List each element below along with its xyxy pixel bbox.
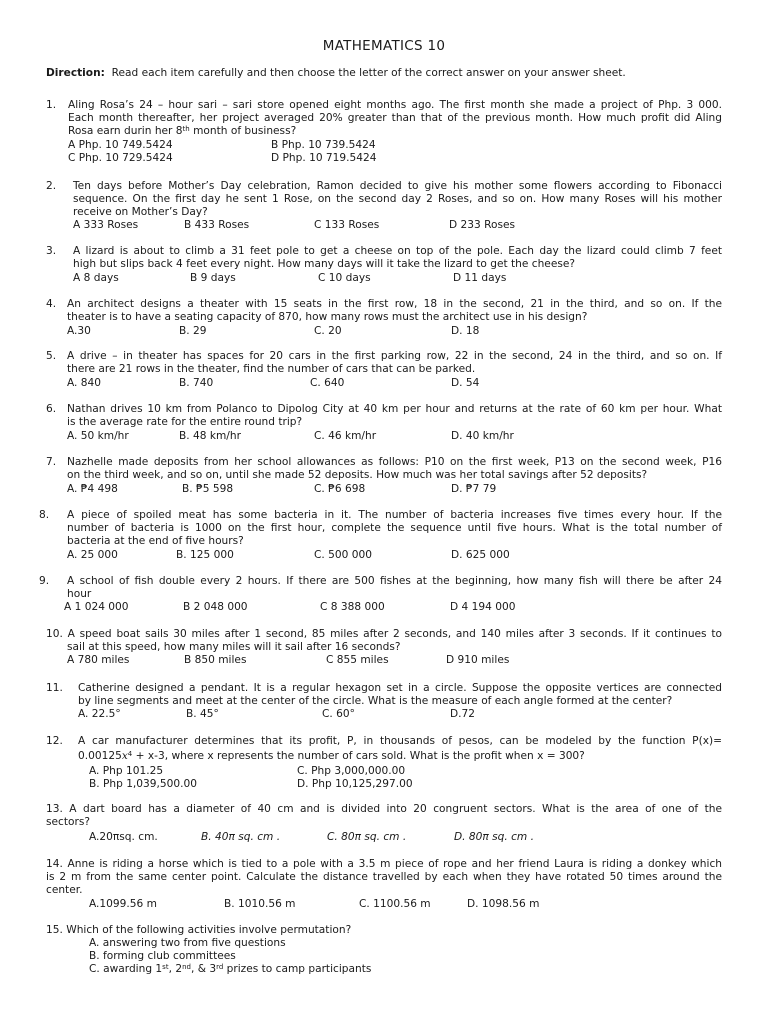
- option-b: B. 740: [179, 377, 214, 389]
- question-text: is the average rate for the entire round trip?: [67, 416, 303, 428]
- option-a: A.20πsq. cm.: [89, 831, 158, 843]
- question-text: receive on Mother’s Day?: [73, 206, 208, 218]
- option-c: C Php. 10 729.5424: [68, 152, 173, 164]
- question-text: bacteria at the end of five hours?: [67, 535, 244, 547]
- option-b: B. 45°: [186, 708, 219, 720]
- question-number: 2.: [46, 180, 57, 192]
- option-c: C. ₱6 698: [314, 483, 366, 495]
- option-d: D 910 miles: [446, 654, 510, 666]
- option-c: C. 80π sq. cm .: [327, 831, 407, 843]
- question-text: number of bacteria is 1000 on the first hour, complete the sequence until five hours. What is the total number of: [67, 522, 722, 534]
- option-b: B. 48 km/hr: [179, 430, 241, 442]
- option-a: A. answering two from five questions: [89, 937, 286, 949]
- page-title: MATHEMATICS 10: [322, 38, 446, 54]
- question-number: 4.: [46, 298, 57, 310]
- option-d: D Php. 10 719.5424: [271, 152, 377, 164]
- question-text: sequence. On the first day he sent 1 Rose, on the second day 2 Roses, and so on. How many Roses will his mother: [73, 193, 722, 205]
- option-c: C. 46 km/hr: [314, 430, 377, 442]
- option-d: D. Php 10,125,297.00: [297, 778, 413, 790]
- question-text: there are 21 rows in the theater, find the number of cars that can be parked.: [67, 363, 476, 375]
- question-text: 14. Anne is riding a horse which is tied to a pole with a 3.5 m piece of rope and her friend Laura is riding a donkey which: [46, 858, 722, 870]
- option-c: C 855 miles: [326, 654, 389, 666]
- direction-text: Read each item carefully and then choose the letter of the correct answer on your answer sheet.: [111, 67, 626, 79]
- option-c: C. 20: [314, 325, 342, 337]
- question-text: hour: [67, 588, 92, 600]
- question-text: on the third week, and so on, until she made 52 deposits. How much was her total savings after 52 deposits?: [67, 469, 648, 481]
- option-c: C 133 Roses: [314, 219, 380, 231]
- option-c: C. Php 3,000,000.00: [297, 765, 406, 777]
- question-text: Nathan drives 10 km from Polanco to Dipolog City at 40 km per hour and returns at the rate of 60 km per hour. What: [67, 403, 722, 415]
- option-b: B. ₱5 598: [182, 483, 234, 495]
- option-b: B 2 048 000: [183, 601, 248, 613]
- question-text: Each month thereafter, her project averaged 20% greater than that of the previous month. How much profit did Aling: [68, 112, 722, 124]
- question-number: 9.: [39, 575, 50, 587]
- option-c: C. awarding 1st, 2nd, & 3rd prizes to camp participants: [89, 963, 372, 975]
- option-b: B 9 days: [190, 272, 236, 284]
- question-text: center.: [46, 884, 83, 896]
- question-number: 11.: [46, 682, 63, 694]
- option-c: C. 640: [310, 377, 345, 389]
- question-number: 12.: [46, 735, 63, 747]
- option-b: B. Php 1,039,500.00: [89, 778, 197, 790]
- question-text: Rosa earn durin her 8th month of business?: [68, 125, 297, 137]
- option-b: B. 1010.56 m: [224, 898, 296, 910]
- option-d: D. ₱7 79: [451, 483, 497, 495]
- question-text: 15. Which of the following activities involve permutation?: [46, 924, 352, 936]
- question-number: 7.: [46, 456, 57, 468]
- question-number: 1.: [46, 99, 57, 111]
- option-b: B. 125 000: [176, 549, 234, 561]
- option-b: B. 40π sq. cm .: [201, 831, 281, 843]
- option-a: A. Php 101.25: [89, 765, 164, 777]
- question-text: Nazhelle made deposits from her school allowances as follows: P10 on the first week, P13 on the second week, P16: [67, 456, 722, 468]
- option-a: A. 50 km/hr: [67, 430, 129, 442]
- option-d: D 11 days: [453, 272, 507, 284]
- option-a: A. 840: [67, 377, 102, 389]
- option-a: A. 25 000: [67, 549, 118, 561]
- question-text: A drive – in theater has spaces for 20 cars in the first parking row, 22 in the second, 24 in the third, and so on. If: [67, 350, 722, 362]
- question-text: A car manufacturer determines that its profit, P, in thousands of pesos, can be modeled by the function P(x)=: [78, 735, 722, 747]
- option-b: B 433 Roses: [184, 219, 250, 231]
- question-text: sail at this speed, how many miles will it sail after 16 seconds?: [67, 641, 401, 653]
- question-text: An architect designs a theater with 15 seats in the first row, 18 in the second, 21 in the third, and so on. If the: [67, 298, 722, 310]
- option-a: A.1099.56 m: [89, 898, 157, 910]
- option-d: D. 18: [451, 325, 480, 337]
- question-number: 8.: [39, 509, 50, 521]
- option-c: C. 1100.56 m: [359, 898, 431, 910]
- option-d: D.72: [450, 708, 476, 720]
- option-d: D 233 Roses: [449, 219, 516, 231]
- direction: [46, 67, 626, 79]
- option-a: A 333 Roses: [73, 219, 139, 231]
- option-c: C. 500 000: [314, 549, 372, 561]
- question-text: A school of fish double every 2 hours. If there are 500 fishes at the beginning, how many fish will there be after 24: [67, 575, 722, 587]
- question-text: theater is to have a seating capacity of 870, how many rows must the architect use in his design?: [67, 311, 588, 323]
- option-a: A Php. 10 749.5424: [68, 139, 173, 151]
- question-text: Aling Rosa’s 24 – hour sari – sari store opened eight months ago. The first month she made a project of Php. 3 000.: [68, 99, 722, 111]
- option-a: A.30: [67, 325, 91, 337]
- option-d: D. 80π sq. cm .: [454, 831, 534, 843]
- option-d: D. 54: [451, 377, 480, 389]
- question-text: high but slips back 4 feet every night. How many days will it take the lizard to get the cheese?: [73, 258, 575, 270]
- question-text: 13. A dart board has a diameter of 40 cm and is divided into 20 congruent sectors. What is the area of one of the: [46, 803, 722, 815]
- option-a: A. 22.5°: [78, 708, 121, 720]
- question-number: 3.: [46, 245, 57, 257]
- option-c: C 10 days: [318, 272, 371, 284]
- question-number: 6.: [46, 403, 57, 415]
- question-text: A lizard is about to climb a 31 feet pole to get a cheese on top of the pole. Each day the lizard could climb 7 feet: [73, 245, 722, 257]
- option-b: B 850 miles: [184, 654, 247, 666]
- question-text: by line segments and meet at the center of the circle. What is the measure of each angle formed at the center?: [78, 695, 673, 707]
- option-b: B. forming club committees: [89, 950, 236, 962]
- option-c: C. 60°: [322, 708, 355, 720]
- option-d: D. 625 000: [451, 549, 510, 561]
- option-a: A. ₱4 498: [67, 483, 118, 495]
- direction-label: Direction:: [46, 67, 105, 79]
- option-d: D. 40 km/hr: [451, 430, 514, 442]
- option-b: B. 29: [179, 325, 207, 337]
- option-a: A 780 miles: [67, 654, 130, 666]
- question-text: $0.00125x^4 + x-3$, where x represents the number of cars sold. What is the profit when x = 300?: [78, 750, 585, 762]
- option-c: C 8 388 000: [320, 601, 385, 613]
- question-text: Ten days before Mother’s Day celebration, Ramon decided to give his mother some flowers according to Fibonacci: [73, 180, 722, 192]
- question-number: 5.: [46, 350, 57, 362]
- question-text: sectors?: [46, 816, 90, 828]
- option-a: A 8 days: [73, 272, 119, 284]
- question-text: Catherine designed a pendant. It is a regular hexagon set in a circle. Suppose the opposite vertices are connected: [78, 682, 722, 694]
- question-text: 10. A speed boat sails 30 miles after 1 second, 85 miles after 2 seconds, and 140 miles after 3 seconds. If it continues to: [46, 628, 722, 640]
- option-d: D 4 194 000: [450, 601, 516, 613]
- option-a: A 1 024 000: [64, 601, 129, 613]
- option-b: B Php. 10 739.5424: [271, 139, 376, 151]
- question-text: is 2 m from the same center point. Calculate the distance travelled by each when they have rotated 50 times around the: [46, 871, 722, 883]
- question-text: A piece of spoiled meat has some bacteria in it. The number of bacteria increases five times every hour. If the: [67, 509, 722, 521]
- option-d: D. 1098.56 m: [467, 898, 540, 910]
